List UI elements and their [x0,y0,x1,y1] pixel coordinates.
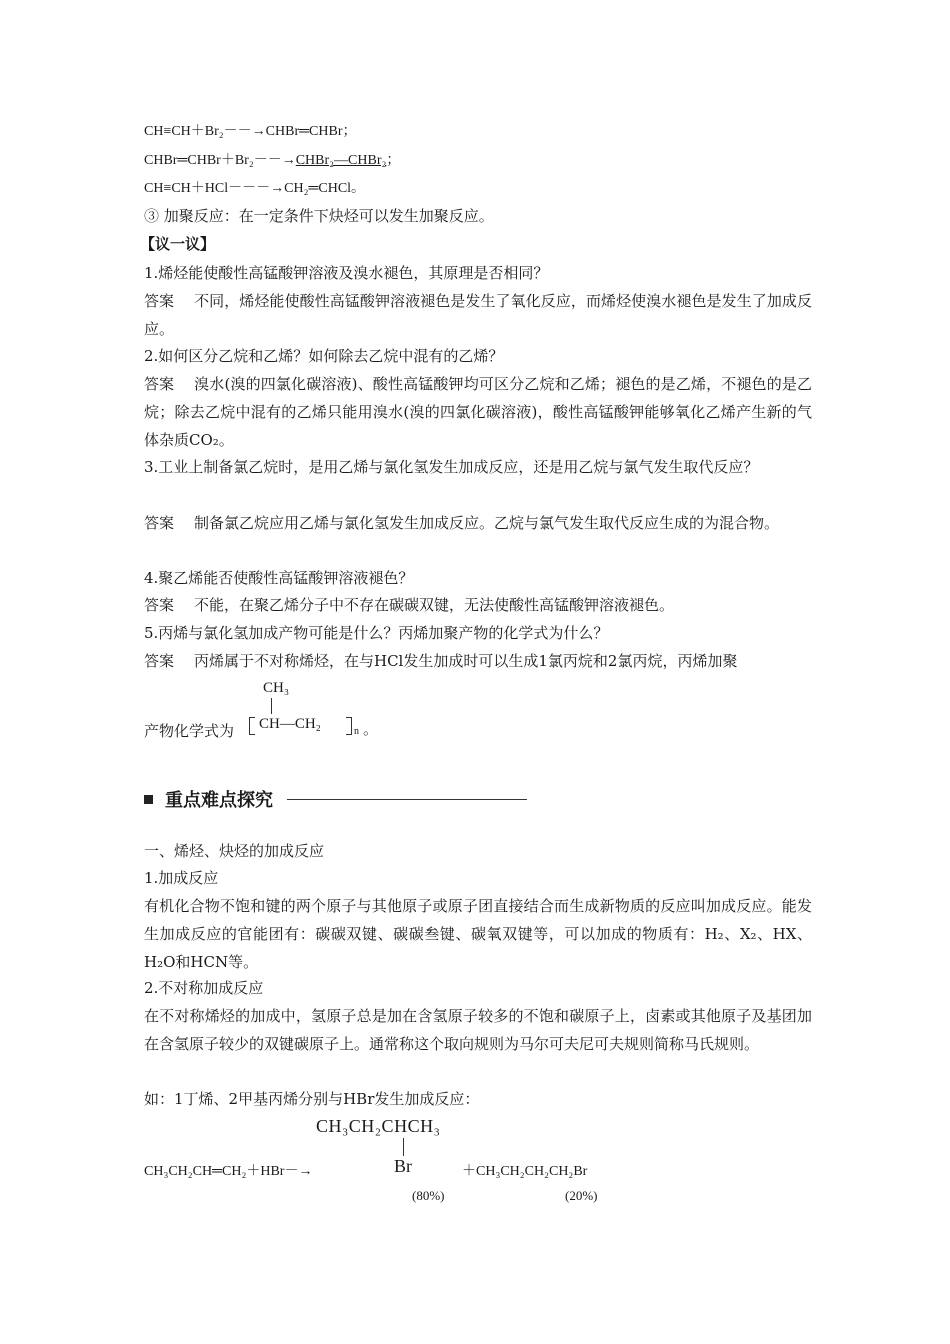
reactants: CH₃CH₂CH═CH₂＋HBr－→ [144,1164,313,1179]
question-4: 4.聚乙烯能否使酸性高锰酸钾溶液褪色？ [144,569,414,587]
discuss-header: 【议一议】 [140,235,216,253]
equation-3: CH≡CH＋HCl－－－→CH₂═CHCl。 [144,181,366,196]
item-3-addition-polymerization: ③ 加聚反应：在一定条件下炔烃可以发生加聚反应。 [144,207,494,225]
answer-5-text: 丙烯属于不对称烯烃，在与HCl发生加成时可以生成1氯丙烷和2氯丙烷，丙烯加聚 [194,652,738,670]
answer-3 [144,509,812,537]
subsection-1-title: 一、烯烃、炔烃的加成反应 [144,842,325,860]
square-bullet-icon [144,795,153,804]
heading-asymmetric-addition: 2.不对称加成反应 [144,979,264,997]
polymer-branch-bond [271,698,272,714]
paragraph-markovnikov: 在不对称烯烃的加成中，氢原子总是加在含氢原子较多的不饱和碳原子上，卤素或其他原子及基团加在含氢原子较少的双键碳原子上。通常称这个取向规则为马尔可夫尼可夫规则简称马氏规则。 [144,1007,812,1053]
answer-2-text: 溴水(溴的四氯化碳溶液)、酸性高锰酸钾均可区分乙烷和乙烯；褪色的是乙烯，不褪色的是乙烷；除去乙烷中混有的乙烯只能用溴水(溴的四氯化碳溶液)，酸性高锰酸钾能够氧化乙烯产生新的气体杂质CO₂。 [144,375,812,449]
equation-1: CH≡CH＋Br₂－－→CHBr═CHBr； [144,124,357,139]
answer-1-text: 不同，烯烃能使酸性高锰酸钾溶液褪色是发生了氧化反应，而烯烃使溴水褪色是发生了加成反应。 [144,292,812,338]
answer-label: 答案 [144,375,175,393]
question-1: 1.烯烃能使酸性高锰酸钾溶液及溴水褪色，其原理是否相同？ [144,264,549,282]
answer-4 [144,592,674,618]
polymer-prefix: 产物化学式为 [144,722,235,740]
question-2: 2.如何区分乙烷和乙烯？如何除去乙烷中混有的乙烯？ [144,347,504,365]
polymer-right-bracket [346,717,352,735]
answer-3-text: 制备氯乙烷应用乙烯与氯化氢发生加成反应。乙烷与氯气发生取代反应生成的为混合物。 [194,514,780,532]
answer-label: 答案 [144,652,175,670]
section-rule [287,799,527,800]
equation-2 [144,148,400,174]
paragraph-addition-reaction: 有机化合物不饱和键的两个原子与其他原子或原子团直接结合而生成新物质的反应叫加成反应。能发生加成反应的官能团有：碳碳双键、碳碳叁键、碳氧双键等，可以加成的物质有：H₂、X₂、HX、H₂O和HCN等。 [144,897,812,971]
product-1-br: Br [394,1156,412,1176]
product-1-main-chain: CH₃CH₂CHCH₃ [316,1116,441,1136]
heading-addition-reaction: 1.加成反应 [144,869,219,887]
yield-product-2: (20%) [565,1188,598,1203]
polymer-end: 。 [363,722,379,738]
polymer-main-chain: CH—CH₂ [259,716,321,732]
answer-1 [144,287,812,343]
answer-4-text: 不能，在聚乙烯分子中不存在碳碳双键，无法使酸性高锰酸钾溶液褪色。 [194,596,675,614]
answer-2 [144,370,812,454]
equation-2-end: ； [386,153,401,168]
product-1-br-bond [403,1138,404,1156]
yield-product-1: (80%) [412,1188,445,1203]
section-heading [144,785,527,813]
question-5: 5.丙烯与氯化氢加成产物可能是什么？丙烯加聚产物的化学式为什么？ [144,624,609,642]
answer-label: 答案 [144,596,175,614]
example-intro: 如：1丁烯、2甲基丙烯分别与HBr发生加成反应： [144,1090,480,1108]
equation-2-product: CHBr₂—CHBr₂ [295,153,387,168]
equation-2-reactants: CHBr═CHBr＋Br₂－－→ [144,153,296,168]
answer-label: 答案 [144,514,175,532]
polymer-n: n [354,726,359,737]
section-title: 重点难点探究 [165,790,273,811]
polymer-branch-ch3: CH₃ [263,680,290,696]
product-2: ＋CH₃CH₂CH₂CH₂Br [462,1164,588,1179]
answer-5 [144,648,737,674]
answer-label: 答案 [144,292,175,310]
question-3: 3.工业上制备氯乙烷时，是用乙烯与氯化氢发生加成反应，还是用乙烷与氯气发生取代反应？ [144,458,759,476]
polymer-left-bracket [249,717,255,735]
